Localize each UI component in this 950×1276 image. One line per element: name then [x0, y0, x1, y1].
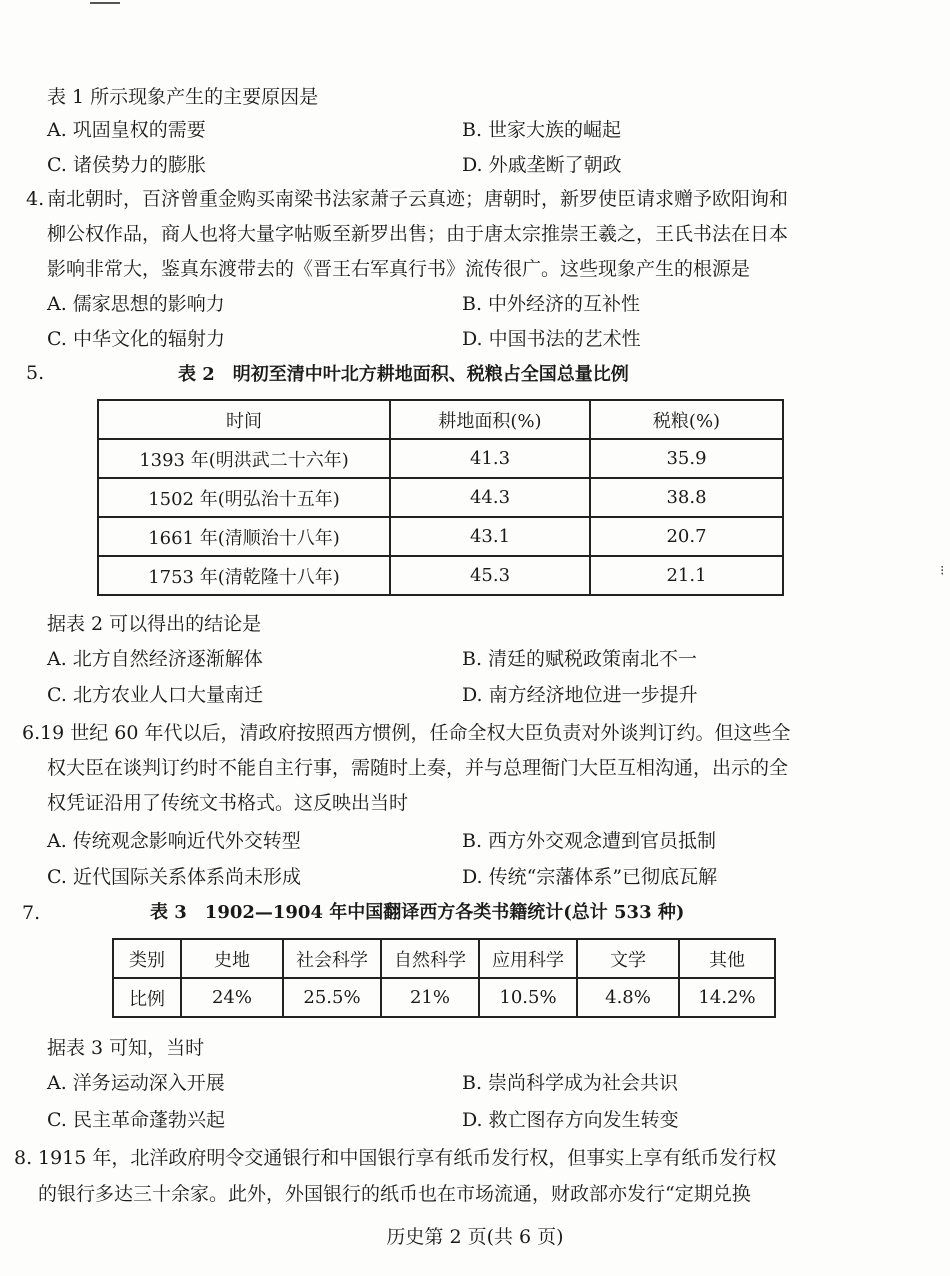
- q4-line-2: 柳公权作品，商人也将大量字帖贩至新罗出售；由于唐太宗推崇王羲之，王氏书法在日本: [47, 223, 789, 245]
- table-row: [98, 517, 783, 556]
- table3-row-label: 类别: [113, 939, 181, 978]
- table2-header: 时间: [98, 400, 390, 439]
- q4-number: 4.: [26, 188, 45, 210]
- q8-number: 8.: [14, 1147, 33, 1169]
- table2: [97, 399, 784, 596]
- table2-cell: 1753 年(清乾隆十八年): [98, 556, 390, 595]
- table-row: [113, 939, 775, 978]
- table3-category: 其他: [679, 939, 775, 978]
- q5-option-c: C. 北方农业人口大量南迁: [47, 684, 263, 706]
- table3-category: 自然科学: [381, 939, 479, 978]
- q8-line-2: 的银行多达三十余家。此外，外国银行的纸币也在市场流通，财政部亦发行“定期兑换: [38, 1183, 751, 1205]
- q5-option-d: D. 南方经济地位进一步提升: [462, 684, 698, 706]
- table3-value: 4.8%: [577, 978, 679, 1017]
- table-row: [98, 439, 783, 478]
- table2-header: 耕地面积(%): [390, 400, 590, 439]
- q3-option-a: A. 巩固皇权的需要: [47, 119, 206, 141]
- table3-value: 25.5%: [283, 978, 381, 1017]
- q6-line-1: 19 世纪 60 年代以后，清政府按照西方惯例，任命全权大臣负责对外谈判订约。但这些全: [40, 722, 791, 744]
- table3-row-label: 比例: [113, 978, 181, 1017]
- table2-cell: 44.3: [390, 478, 590, 517]
- scan-mark: [90, 2, 120, 4]
- q6-option-a: A. 传统观念影响近代外交转型: [47, 830, 301, 852]
- q7-option-c: C. 民主革命蓬勃兴起: [47, 1109, 225, 1131]
- table2-cell: 1502 年(明弘治十五年): [98, 478, 390, 517]
- q6-option-c: C. 近代国际关系体系尚未形成: [47, 866, 301, 888]
- table2-cell: 45.3: [390, 556, 590, 595]
- q8-line-1: 1915 年，北洋政府明令交通银行和中国银行享有纸币发行权，但事实上享有纸币发行权: [38, 1147, 777, 1169]
- q5-stem: 据表 2 可以得出的结论是: [47, 613, 262, 635]
- table3-caption: 表 3 1902—1904 年中国翻译西方各类书籍统计(总计 533 种): [150, 902, 685, 923]
- table-row: [98, 556, 783, 595]
- table3-category: 文学: [577, 939, 679, 978]
- table2-cell: 35.9: [590, 439, 783, 478]
- q3-option-d: D. 外戚垄断了朝政: [462, 154, 622, 176]
- q4-option-c: C. 中华文化的辐射力: [47, 328, 225, 350]
- q6-option-d: D. 传统“宗藩体系”已彻底瓦解: [462, 866, 718, 888]
- q7-option-a: A. 洋务运动深入开展: [47, 1072, 225, 1094]
- table2-cell: 20.7: [590, 517, 783, 556]
- q5-number: 5.: [26, 362, 45, 384]
- page-footer: 历史第 2 页(共 6 页): [386, 1226, 564, 1248]
- table3-value: 21%: [381, 978, 479, 1017]
- table2-cell: 1661 年(清顺治十八年): [98, 517, 390, 556]
- table2-header-row: [98, 400, 783, 439]
- q4-option-d: D. 中国书法的艺术性: [462, 328, 641, 350]
- q5-option-a: A. 北方自然经济逐渐解体: [47, 648, 263, 670]
- edge-mark: ⁝: [940, 563, 945, 579]
- table2-cell: 41.3: [390, 439, 590, 478]
- table3-category: 应用科学: [479, 939, 577, 978]
- table2-cell: 21.1: [590, 556, 783, 595]
- table-row: [98, 478, 783, 517]
- table3-value: 14.2%: [679, 978, 775, 1017]
- q3-option-b: B. 世家大族的崛起: [462, 119, 622, 141]
- q4-line-1: 南北朝时，百济曾重金购买南梁书法家萧子云真迹；唐朝时，新罗使臣请求赠予欧阳询和: [47, 188, 789, 210]
- q6-line-2: 权大臣在谈判订约时不能自主行事，需随时上奏，并与总理衙门大臣互相沟通，出示的全: [47, 757, 789, 779]
- q7-option-b: B. 崇尚科学成为社会共识: [462, 1072, 679, 1094]
- q3-option-c: C. 诸侯势力的膨胀: [47, 154, 206, 176]
- table2-cell: 38.8: [590, 478, 783, 517]
- q6-option-b: B. 西方外交观念遭到官员抵制: [462, 830, 717, 852]
- q3-stem: 表 1 所示现象产生的主要原因是: [47, 86, 319, 108]
- q5-option-b: B. 清廷的赋税政策南北不一: [462, 648, 698, 670]
- q7-stem: 据表 3 可知，当时: [47, 1037, 205, 1059]
- table2-cell: 1393 年(明洪武二十六年): [98, 439, 390, 478]
- q4-option-b: B. 中外经济的互补性: [462, 293, 641, 315]
- table3-category: 社会科学: [283, 939, 381, 978]
- table3-category: 史地: [181, 939, 283, 978]
- table2-cell: 43.1: [390, 517, 590, 556]
- q7-option-d: D. 救亡图存方向发生转变: [462, 1109, 679, 1131]
- q6-line-3: 权凭证沿用了传统文书格式。这反映出当时: [47, 792, 409, 814]
- q4-option-a: A. 儒家思想的影响力: [47, 293, 225, 315]
- table3: [112, 938, 776, 1018]
- table2-header: 税粮(%): [590, 400, 783, 439]
- q7-number: 7.: [22, 902, 41, 924]
- q4-line-3: 影响非常大，鉴真东渡带去的《晋王右军真行书》流传很广。这些现象产生的根源是: [47, 258, 751, 280]
- table3-value: 10.5%: [479, 978, 577, 1017]
- table2-caption: 表 2 明初至清中叶北方耕地面积、税粮占全国总量比例: [178, 364, 629, 385]
- q6-number: 6.: [22, 722, 41, 744]
- table-row: [113, 978, 775, 1017]
- table3-value: 24%: [181, 978, 283, 1017]
